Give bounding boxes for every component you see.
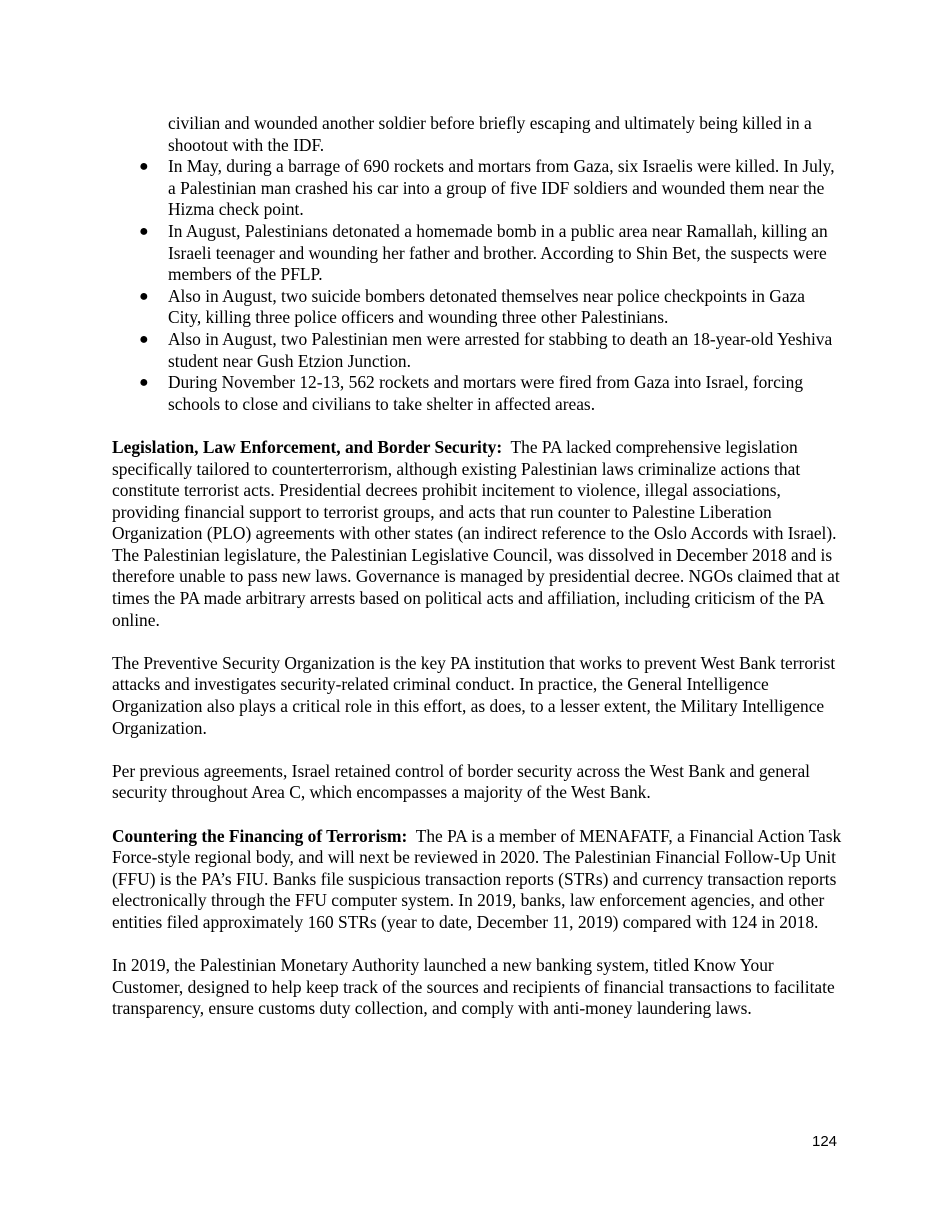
list-item-text: In May, during a barrage of 690 rockets and mortars from Gaza, six Israelis were killed. In July, a Palestinian man crashed his car into a group of five IDF soldiers and wounded them near the Hizma check point. xyxy=(168,156,835,220)
border-security-paragraph: Per previous agreements, Israel retained control of border security across the West Bank and general security throughout Area C, which encompasses a majority of the West Bank. xyxy=(112,760,810,803)
bullet-continuation: civilian and wounded another soldier before briefly escaping and ultimately being killed in a shootout with the IDF. xyxy=(168,113,812,155)
financing-text: The PA is a member of MENAFATF, a Financial Action Task Force-style regional body, and will next be reviewed in 2020. The Palestinian Financial Follow-Up Unit (FFU) is the PA’s FIU. Banks file suspicious transaction reports (STRs) and currency transaction reports electronically through the FFU computer system. In 2019, banks, law enforcement agencies, and other entities filed approximately 160 STRs (year to date, December 11, 2019) compared with 124 in 2018. xyxy=(112,825,842,932)
list-item-text: Also in August, two suicide bombers detonated themselves near police checkpoints in Gaza City, killing three police officers and wounding three other Palestinians. xyxy=(168,285,806,328)
bullet-icon: ● xyxy=(139,287,149,305)
list-item-text: Also in August, two Palestinian men were arrested for stabbing to death an 18-year-old Yeshiva student near Gush Etzion Junction. xyxy=(168,328,833,371)
financing-heading: Countering the Financing of Terrorism: xyxy=(112,825,408,846)
preventive-security-paragraph: The Preventive Security Organization is the key PA institution that works to prevent West Bank terrorist attacks and investigates security-related criminal conduct. In practice, the General Intelligence Organization also plays a critical role in this effort, as does, to a lesser extent, the Military Intelligence Organization. xyxy=(112,652,836,738)
list-item xyxy=(112,329,842,372)
list-item-text: During November 12-13, 562 rockets and mortars were fired from Gaza into Israel, forcing schools to close and civilians to take shelter in affected areas. xyxy=(168,372,804,414)
document-page xyxy=(112,113,842,1020)
legislation-paragraph xyxy=(112,437,842,631)
list-item-text: In August, Palestinians detonated a homemade bomb in a public area near Ramallah, killing an Israeli teenager and wounding her father and brother. According to Shin Bet, the suspects were members of the PFLP. xyxy=(168,220,828,285)
legislation-text: The PA lacked comprehensive legislation specifically tailored to counterterrorism, although existing Palestinian laws criminalize actions that constitute terrorist acts. Presidential decrees prohibit incitement to violence, illegal associations, providing financial support to terrorist groups, and acts that run counter to Palestine Liberation Organization (PLO) agreements with other states (an indirect reference to the Oslo Accords with Israel). The Palestinian legislature, the Palestinian Legislative Council, was dissolved in December 2018 and is therefore unable to pass new laws. Governance is managed by presidential decree. NGOs claimed that at times the PA made arbitrary arrests based on political acts and affiliation, including criticism of the PA online. xyxy=(112,436,840,630)
list-item xyxy=(112,372,842,415)
list-item xyxy=(112,286,842,329)
bullet-icon: ● xyxy=(139,330,149,348)
list-item xyxy=(112,221,842,286)
bullet-icon: ● xyxy=(139,222,149,240)
page-number: 124 xyxy=(812,1133,838,1150)
legislation-heading: Legislation, Law Enforcement, and Border Security: xyxy=(112,436,503,457)
list-item xyxy=(112,156,842,221)
financing-paragraph xyxy=(112,826,842,934)
bullet-icon: ● xyxy=(139,158,149,176)
incident-list xyxy=(112,156,842,415)
monetary-authority-paragraph: In 2019, the Palestinian Monetary Authority launched a new banking system, titled Know Your Customer, designed to help keep track of the sources and recipients of financial transactions to facilitate transparency, ensure customs duty collection, and comply with anti-money laundering laws. xyxy=(112,955,835,1019)
bullet-icon: ● xyxy=(139,374,149,392)
